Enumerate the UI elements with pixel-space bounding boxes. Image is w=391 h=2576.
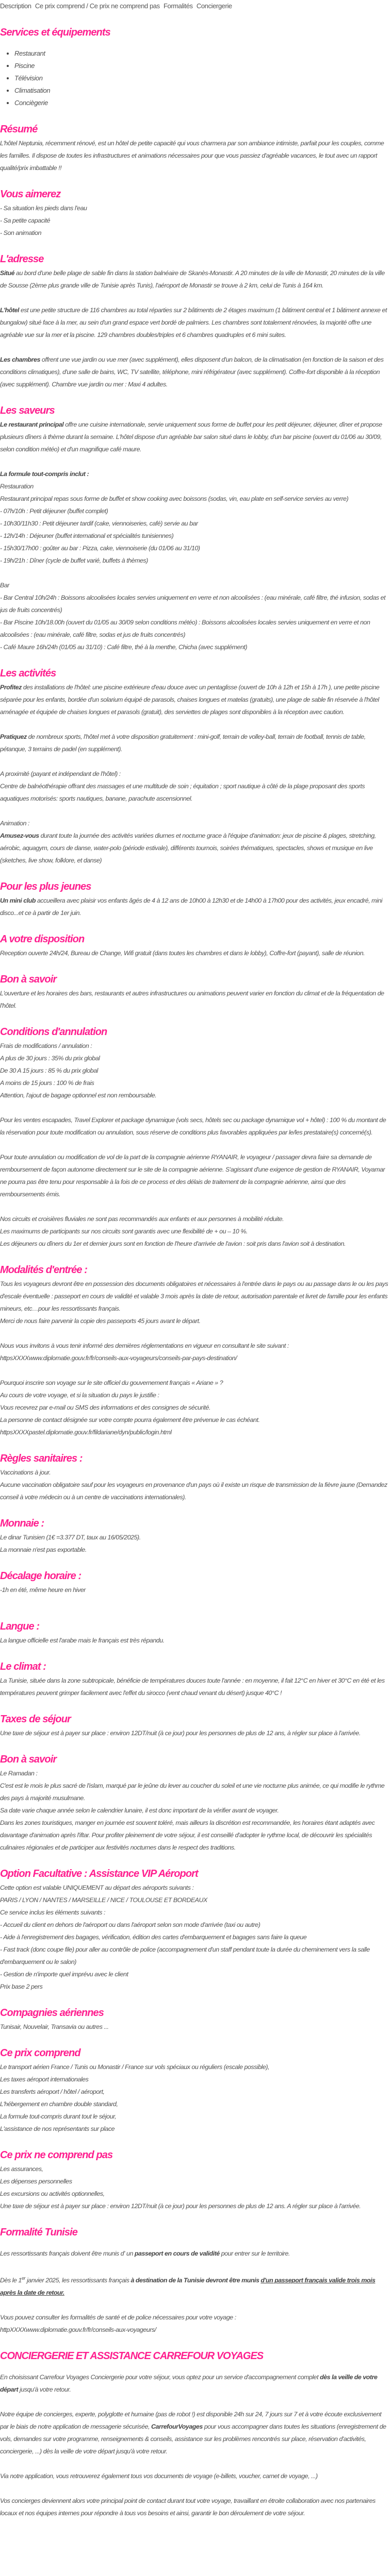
paragraph: [0, 1674, 391, 1699]
section-heading: Monnaie :: [0, 1518, 44, 1529]
text-segment: L'hôtel Neptunia, récemment rénové, est un hôtel de petite capacité qui vous charmera par son ambiance intimiste, parfait pour les couples, comme les familles. Il dispose de toutes les infrastructures et animations nécessaires pour que vous passiez d'agréable vacances, le tout avec un rapport qualité/prix imbattable !!: [0, 140, 384, 172]
text-segment: - 15h30/17h00 : goûter au bar : Pizza, cake, viennoiserie (du 01/06 au 31/10): [0, 545, 200, 552]
service-item: • Conciègerie: [14, 97, 391, 109]
text-segment: Centre de balnéothérapie offrant des massages et une multitude de soin ; équitation ; sport nautique à côté de la plage proposant des sports aquatiques motorisés: sports nautiques, banane, parachute ascensionnel.: [0, 783, 365, 802]
text-segment: Tous les voyageurs devront être en possession des documents obligatoires et nécessaires à l'entrée dans le pays ou au passage dans le ou les pays d'escale éventuelle : passeport en cours de validité et valable 3 mois après la date de retour, autorisation parentale et livret de famille pour les enfants mineurs, etc…pour les ressortissants français.: [0, 1280, 388, 1312]
text-segment: - Bar Central 10h/24h : Boissons alcoolisées locales servies uniquement en verre et non alcoolisées : (eau minérale, café filtre, thé infusion, sodas et jus de fruits concentrés): [0, 594, 386, 614]
text-segment: Restaurant principal repas sous forme de buffet et show cooking avec boissons (sodas, vin, eau plate en self-service servies au verre): [0, 495, 349, 502]
text-segment: Pourquoi inscrire son voyage sur le site officiel du gouvernement français « Ariane » ?: [0, 1379, 223, 1386]
text-segment: Le restaurant principal: [0, 421, 64, 428]
text-segment: Notre équipe de concierges, experte, polyglotte et humaine (pas de robot !) est disponible 24h sur 24, 7 jours sur 7 et à votre écoute exclusivement par le biais de notre application de messagerie sécurisée,: [0, 2411, 382, 2431]
service-item: • Piscine: [14, 60, 391, 72]
text-segment: Pour toute annulation ou modification de vol de la part de la compagnie aérienne RYANAIR, le voyageur / passager devra faire sa demande de remboursement de façon autonome directement sur le site de la compagnie aérienne. S'agissant d'une exigence de gestion de RYANAIR, Voyamar ne pourra pas être tenu pour responsable à la fois de ce process et des délais de traitement de la compagnie aérienne, ainsi que des remboursements émis.: [0, 1154, 385, 1198]
content-section: [0, 2045, 391, 2135]
text-segment: Les assurances,: [0, 2165, 43, 2173]
text-segment: Tunisair, Nouvelair, Transavia ou autres ...: [0, 2023, 109, 2030]
text-segment: Le Ramadan :: [0, 1770, 38, 1777]
section-heading: Règles sanitaires :: [0, 1453, 83, 1464]
content-section: [0, 931, 391, 959]
paragraph: [0, 2021, 391, 2033]
text-segment: Reception ouverte 24h/24, Bureau de Change, Wifi gratuit (dans toutes les chambres et dans le lobby), Coffre-fort (payant), salle de réunion.: [0, 950, 365, 957]
text-segment: Prix base 2 pers: [0, 1983, 43, 1990]
text-segment: A plus de 30 jours : 35% du prix global: [0, 1055, 100, 1062]
text-segment: Frais de modifications / annulation :: [0, 1042, 92, 1049]
section-heading: Formalité Tunisie: [0, 2227, 77, 2238]
text-segment: Le transport aérien France / Tunis ou Monastir / France sur vols spéciaux ou réguliers (escale possible),: [0, 2063, 270, 2071]
content-section: [0, 1752, 391, 1854]
paragraph: [0, 817, 391, 867]
paragraph: [0, 2495, 391, 2519]
text-segment: C'est est le mois le plus sacré de l'islam, marqué par le jeûne du lever au coucher du soleil et une vie nocturne plus animée, ce qui modifie le rythme des pays à majorité musulmane.: [0, 1782, 385, 1802]
text-segment: offrent une vue jardin ou vue mer (avec supplément), elles disposent d'un balcon, de la climatisation (en fonction de la saison et des conditions climatiques), d'une salle de bains, WC, TV satellite, téléphone, mini réfrigérateur (avec supplément). Coffre-fort disponible à la réception (avec supplément). Chambre vue jardin ou mer : Maxi 4 adultes.: [0, 356, 384, 388]
text-segment: Les taxes aéroport internationales: [0, 2076, 89, 2083]
section-heading: Bon à savoir: [0, 974, 57, 985]
paragraph: [0, 202, 391, 239]
text-segment: - 07h/10h : Petit déjeuner (buffet complet): [0, 507, 108, 515]
text-segment: Dans les zones touristiques, manger en journée est souvent toléré, mais ailleurs la discrétion est recommandée, les horaires étant adaptés avec davantage d'animation après l'iftar. Pour profiter pleinement de votre séjour, il est conseillé d'adopter le rythme local, de découvrir les spécialités culinaires régionales et de participer aux festivités nocturnes dans le respect des traditions.: [0, 1819, 375, 1851]
content-section: [0, 1516, 391, 1556]
text-segment: Les excursions ou activités optionnelles,: [0, 2190, 105, 2197]
paragraph: [0, 2163, 391, 2212]
content-section: [0, 879, 391, 919]
paragraph: [0, 1767, 391, 1854]
content-section: [0, 1659, 391, 1699]
text-segment: - Aide à l'enregistrement des bagages, vérification, édition des cartes d'embarquement et bagages sans faire la queue: [0, 1934, 307, 1941]
text-segment: Cette option est valable UNIQUEMENT au départ des aéroports suivants :: [0, 1884, 194, 1891]
text-segment: janvier 2025, les ressortissants français: [25, 2277, 131, 2284]
section-heading: Les activités: [0, 668, 56, 679]
paragraph: [0, 947, 391, 959]
paragraph: [0, 1584, 391, 1596]
section-heading: Ce prix ne comprend pas: [0, 2149, 113, 2161]
content-section: [0, 1262, 391, 1438]
text-segment: Au cours de votre voyage, et si la situation du pays le justifie :: [0, 1392, 159, 1399]
section-heading: Services et équipements: [0, 27, 110, 38]
content-section: [0, 2147, 391, 2212]
text-segment: L'assistance de nos représentants sur place: [0, 2125, 115, 2132]
service-item: • Télévision: [14, 72, 391, 84]
text-segment: La personne de contact désignée sur votre compte pourra également être prévenue le cas échéant.: [0, 1416, 260, 1423]
paragraph: [0, 1114, 391, 1139]
text-segment: - Gestion de n'importe quel imprévu avec le client: [0, 1971, 128, 1978]
text-segment: - Sa situation les pieds dans l'eau: [0, 205, 87, 212]
text-segment: L'ouverture et les horaires des bars, restaurants et autres infrastructures ou animations peuvent varier en fonction du climat et de la fréquentation de l'hôtel.: [0, 990, 384, 1009]
text-segment: Nous vous invitons à vous tenir informé des dernières réglementations en vigueur en consultant le site suivant : httpsXXXXwww.diplomatie.gouv.fr/fr/conseils-aux-voyageurs/conseils-par-pays-destination/: [0, 1342, 289, 1362]
paragraph: [0, 418, 391, 455]
text-segment: Ce service inclus les éléments suivants :: [0, 1909, 105, 1916]
section-heading: Langue :: [0, 1621, 40, 1632]
text-segment: Aucune vaccination obligatoire sauf pour les voyageurs en provenance d'un pays où il existe un risque de transmission de la fièvre jaune (Demandez conseil à votre médecin ou à un centre de vaccinations internationales).: [0, 1481, 387, 1501]
paragraph: [0, 894, 391, 919]
text-segment: PARIS / LYON / NANTES / MARSEILLE / NICE / TOULOUSE ET BORDEAUX: [0, 1896, 207, 1904]
text-segment: En choisissant Carrefour Voyages Conciergerie pour votre séjour, vous optez pour un service d'accompagnement complet: [0, 2374, 320, 2381]
paragraph: [0, 1278, 391, 1327]
text-segment: Merci de nous faire parvenir la copie des passeports 45 jours avant le départ.: [0, 1317, 201, 1325]
text-segment: - 10h30/11h30 : Petit déjeuner tardif (cake, viennoiseries, café) servie au bar: [0, 520, 198, 527]
section-heading: Modalités d'entrée :: [0, 1264, 88, 1276]
text-segment: passeport en cours de validité: [134, 2250, 220, 2257]
paragraph: [0, 1882, 391, 1993]
paragraph: [0, 1466, 391, 1503]
text-segment: - Sa petite capacité: [0, 217, 51, 224]
paragraph: [0, 2272, 391, 2299]
content-section: [0, 251, 391, 391]
service-item: • Climatisation: [14, 84, 391, 97]
nav-link-price-includes[interactable]: Ce prix comprend / Ce prix ne comprend pas: [35, 2, 160, 10]
text-segment: Restauration: [0, 483, 34, 490]
content-section: [0, 122, 391, 174]
text-segment: La formule tout-compris inclut :: [0, 470, 89, 478]
text-segment: Vous pouvez consulter les formalités de santé et de police nécessaires pour votre voyage :: [0, 2314, 236, 2321]
content-sections: [0, 122, 391, 2519]
text-segment: accueillera avec plaisir vos enfants âgés de 4 à 12 ans de 10h00 à 12h30 et de 14h00 à 17h00 pour des activités, jeux encadré, mini disco...et ce à partir de 1er juin.: [0, 897, 383, 917]
text-segment: jusqu'à votre retour.: [18, 2386, 71, 2394]
text-segment: Une taxe de séjour est à payer sur place : environ 12DT/nuit (à ce jour) pour les personnes de plus de 12 ans, à régler sur place à l'arrivée.: [0, 1730, 361, 1737]
text-segment: La langue officielle est l'arabe mais le français est très répandu.: [0, 1637, 165, 1644]
section-heading: Les saveurs: [0, 405, 55, 416]
paragraph: [0, 1377, 391, 1438]
section-heading: Le climat :: [0, 1661, 46, 1672]
text-segment: - Son animation: [0, 229, 42, 236]
text-segment: des installations de l'hôtel: une piscine extérieure d'eau douce avec un pentaglisse (ouvert de 10h à 12h et 15h à 17h ), une petite piscine séparée pour les enfants, bordée d'un solarium équipé de parasols, chaises longues et matelas (gratuits), une plage de sable fin réservée à l'hôtel aménagée et équipée de chaises longues et parasols (gratuit), des serviettes de plages sont disponibles à la réception avec caution.: [0, 684, 380, 716]
text-segment: Vous recevrez par e-mail ou SMS des informations et des consignes de sécurité.: [0, 1404, 210, 1411]
paragraph: [0, 987, 391, 1012]
content-section: [0, 1451, 391, 1503]
text-segment: Situé: [0, 269, 15, 277]
section-heading: Taxes de séjour: [0, 1714, 71, 1725]
text-segment: L'hôtel: [0, 307, 19, 314]
text-segment: Vaccinations à jour.: [0, 1469, 51, 1476]
content-section: [0, 403, 391, 653]
paragraph: [0, 1634, 391, 1647]
text-segment: Pour les ventes escapades, Travel Explorer et package dynamique (vols secs, hôtels sec ou package dynamique vol + hôtel) : 100 % du montant de la réservation pour toute modification ou annulation, sous réserve de conditions plus favorables appliquées par le/les prestataire(s) concerné(s).: [0, 1116, 386, 1136]
text-segment: Attention, l'ajout de bagage optionnel est non remboursable.: [0, 1092, 157, 1099]
text-segment: De 30 A 15 jours : 85 % du prix global: [0, 1067, 98, 1074]
text-segment: est une petite structure de 116 chambres au total réparties sur 2 bâtiments de 2 étages maximum (1 bâtiment central et 1 bâtiment annexe et bungalow) situé face à la mer, au sein d'un grand espace vert bordé de palmiers. Les chambres sont totalement rénovées, la majorité offre une agréable vue sur la mer et la piscine. 129 chambres doubles/triples et 6 chambres quadruples et 6 mini suites.: [0, 307, 387, 338]
section-heading: Décalage horaire :: [0, 1570, 82, 1582]
text-segment: Profitez: [0, 684, 22, 691]
content-section: [0, 1711, 391, 1739]
section-nav: [0, 0, 391, 12]
text-segment: Dès le 1: [0, 2277, 22, 2284]
text-segment: à destination de la Tunisie devront être munis: [131, 2277, 261, 2284]
text-segment: d'un passeport français valide trois mois après la date de retour.: [0, 2277, 376, 2297]
paragraph: [0, 1340, 391, 1364]
text-segment: - Café Maure 16h/24h (01/05 au 31/10) : Café filtre, thé à la menthe, Chicha (avec supplément): [0, 643, 248, 651]
paragraph: [0, 731, 391, 755]
text-segment: httpXXXXwww.diplomatie.gouv.fr/fr/conseils-aux-voyageurs/: [0, 2326, 156, 2334]
section-heading: Compagnies aériennes: [0, 2007, 104, 2019]
section-heading: Option Facultative : Assistance VIP Aéroport: [0, 1868, 198, 1879]
text-segment: Pratiquez: [0, 733, 27, 740]
text-segment: er: [21, 2276, 25, 2281]
paragraph: [0, 1727, 391, 1739]
text-segment: Nos circuits et croisières fluviales ne sont pas recommandés aux enfants et aux personnes à mobilité réduite.: [0, 1215, 284, 1223]
content-section: [0, 1024, 391, 1250]
text-segment: Une taxe de séjour est à payer sur place : environ 12DT/nuit (à ce jour) pour les personnes de plus de 12 ans. A régler sur place à l'arrivée.: [0, 2202, 361, 2210]
text-segment: durant toute la journée des activités variées diurnes et nocturne grace à l'équipe d'animation: jeux de piscine & plages, stretching, aérobic, aquagym, cours de danse, water-polo (période estivale), différents tournois, soirées thématiques, spectacles, shows et musique en live (sketches, live show, folklore, et danse): [0, 832, 376, 864]
text-segment: httpsXXXXpastel.diplomatie.gouv.fr/fildariane/dyn/public/login.html: [0, 1429, 172, 1436]
text-segment: - Bar Piscine 10h/18.00h (ouvert du 01/05 au 30/09 selon conditions météo) : Boissons alcoolisées locales servies uniquement en verre et non alcoolisées : (eau minérale, café filtre, sodas et jus de fruits concentrés): [0, 619, 370, 638]
text-segment: Les dépenses personnelles: [0, 2178, 72, 2185]
paragraph: [0, 768, 391, 805]
text-segment: pour entrer sur le territoire.: [219, 2250, 290, 2257]
nav-link-concierge[interactable]: Conciergerie: [196, 2, 232, 10]
content-section: [0, 1866, 391, 1993]
nav-link-formalities[interactable]: Formalités: [163, 2, 193, 10]
paragraph: [0, 2311, 391, 2336]
paragraph: [0, 267, 391, 292]
paragraph: [0, 681, 391, 718]
paragraph: [0, 304, 391, 341]
paragraph: [0, 579, 391, 653]
text-segment: - 12h/14h : Déjeuner (buffet international et spécialités tunisiennes): [0, 532, 174, 539]
text-segment: Animation :: [0, 820, 30, 827]
text-segment: - Fast track (donc coupe file) pour aller au contrôle de police (accompagnement d'un staff pendant toute la durée du cheminement vers la salle d'embarquement ou le salon): [0, 1946, 370, 1965]
section-heading: Vous aimerez: [0, 189, 61, 200]
nav-link-description[interactable]: Description: [0, 2, 31, 10]
text-segment: Un mini club: [0, 897, 36, 904]
text-segment: offre une cuisine internationale, servie uniquement sous forme de buffet pour les petit déjeuner, déjeuner, dîner et propose plusieurs dîners à thème durant la semaine. L'hôtel dispose d'un agréable bar salon situé dans le lobby, d'un bar piscine (ouvert du 01/06 au 30/09, selon condition météo) et d'un magnifique café maure.: [0, 421, 382, 453]
section-heading: A votre disposition: [0, 934, 85, 945]
text-segment: Les transferts aéroport / hôtel / aéroport,: [0, 2088, 105, 2095]
text-segment: Les déjeuners ou dîners du 1er et dernier jours sont en fonction de l'heure d'arrivée de l'avion : soit pris dans l'avion soit à destination.: [0, 1240, 346, 1247]
paragraph: [0, 1531, 391, 1556]
section-heading: Conditions d'annulation: [0, 1026, 107, 1038]
paragraph: [0, 2247, 391, 2260]
text-segment: Les chambres: [0, 356, 40, 363]
section-heading: CONCIERGERIE ET ASSISTANCE CARREFOUR VOYAGES: [0, 2350, 264, 2362]
text-segment: CarrefourVoyages: [151, 2423, 203, 2431]
text-segment: A moins de 15 jours : 100 % de frais: [0, 1079, 94, 1087]
section-heading: Résumé: [0, 124, 38, 135]
content-section: [0, 2348, 391, 2519]
content-section: [0, 2005, 391, 2033]
text-segment: La monnaie n'est pas exportable.: [0, 1546, 87, 1553]
text-segment: La formule tout-compris durant tout le séjour,: [0, 2113, 117, 2120]
content-section: [0, 1568, 391, 1596]
text-segment: Les maximums de participants sur nos circuits sont garantis avec une flexibilité de + ou – 10 %.: [0, 1228, 248, 1235]
service-item: • Restaurant: [14, 47, 391, 60]
content-section: [0, 972, 391, 1012]
content-section: [0, 187, 391, 239]
paragraph: [0, 2371, 391, 2396]
text-segment: A proximité (payant et indépendant de l'hôtel) :: [0, 770, 121, 777]
text-segment: Les ressortissants français doivent être munis d' un: [0, 2250, 135, 2257]
section-heading: Bon à savoir: [0, 1754, 57, 1765]
paragraph: [0, 2470, 391, 2482]
content-section: [0, 666, 391, 867]
paragraph: [0, 2061, 391, 2135]
text-segment: de nombreux sports, l'hôtel met à votre disposition gratuitement : mini-golf, terrain de volley-ball, terrain de football, tennis de table, pétanque, 3 terrains de padel (en supplément).: [0, 733, 366, 753]
text-segment: au bord d'une belle plage de sable fin dans la station balnéaire de Skanès-Monastir. A 20 minutes de la ville de Monastir, 20 minutes de la ville de Sousse (2ème plus grande ville de Tunisie après Tunis), l'aéroport de Monastir se trouve à 2 km, celui de Tunis à 164 km.: [0, 269, 385, 289]
paragraph: [0, 1040, 391, 1101]
section-heading: Ce prix comprend: [0, 2047, 80, 2059]
text-segment: - Accueil du client en dehors de l'aéroport ou dans l'aéroport selon son mode d'arrivée (taxi ou autre): [0, 1921, 260, 1928]
section-heading: Pour les plus jeunes: [0, 881, 91, 892]
section-heading: L'adresse: [0, 253, 44, 265]
paragraph: [0, 1151, 391, 1200]
text-segment: dès la veille de votre départ: [0, 2374, 378, 2394]
text-segment: -1h en été, même heure en hiver: [0, 1586, 86, 1594]
content-section: [0, 2225, 391, 2336]
text-segment: Le dinar Tunisien (1€ =3.377 DT, taux au 16/05/2025).: [0, 1534, 141, 1541]
paragraph: [0, 1213, 391, 1250]
text-segment: Amusez-vous: [0, 832, 39, 839]
text-segment: Bar: [0, 582, 9, 589]
text-segment: Sa date varie chaque année selon le calendrier lunaire, il est donc important de la vérifier avant de voyager.: [0, 1807, 279, 1814]
services-list: [0, 47, 391, 109]
text-segment: pour vous accompagner dans toutes les situations (enregistrement de vols, demandes sur votre programme, renseignements & conseils, assistance sur les problèmes rencontrés sur place, réservation d'activités, conciergerie, ...) dès la veille de votre départ jusqu'à votre retour.: [0, 2423, 386, 2455]
paragraph: [0, 353, 391, 391]
paragraph: [0, 2408, 391, 2458]
text-segment: Via notre application, vous retrouverez également tous vos documents de voyage (e-billets, voucher, carnet de voyage, ...): [0, 2472, 318, 2480]
text-segment: Vos concierges deviennent alors votre principal point de contact durant tout votre voyage, travaillant en étroite collaboration avec nos partenaires locaux et nos équipes internes pour répondre à tous vos besoins et ainsi, garantir le bon déroulement de votre séjour.: [0, 2497, 376, 2517]
text-segment: - 19h/21h : Dîner (cycle de buffet varié, buffets à thèmes): [0, 557, 148, 564]
paragraph: [0, 468, 391, 567]
text-segment: La Tunisie, située dans la zone subtropicale, bénéficie de températures douces toute l'année : en moyenne, il fait 12°C en hiver et 30°C en été et les températures peuvent grimper facilement avec l'effet du sirocco (vent chaud venant du désert) jusque 40°C !: [0, 1677, 385, 1697]
section-services: [0, 25, 391, 109]
paragraph: [0, 137, 391, 174]
text-segment: L'hébergement en chambre double standard,: [0, 2100, 118, 2108]
content-section: [0, 1619, 391, 1647]
